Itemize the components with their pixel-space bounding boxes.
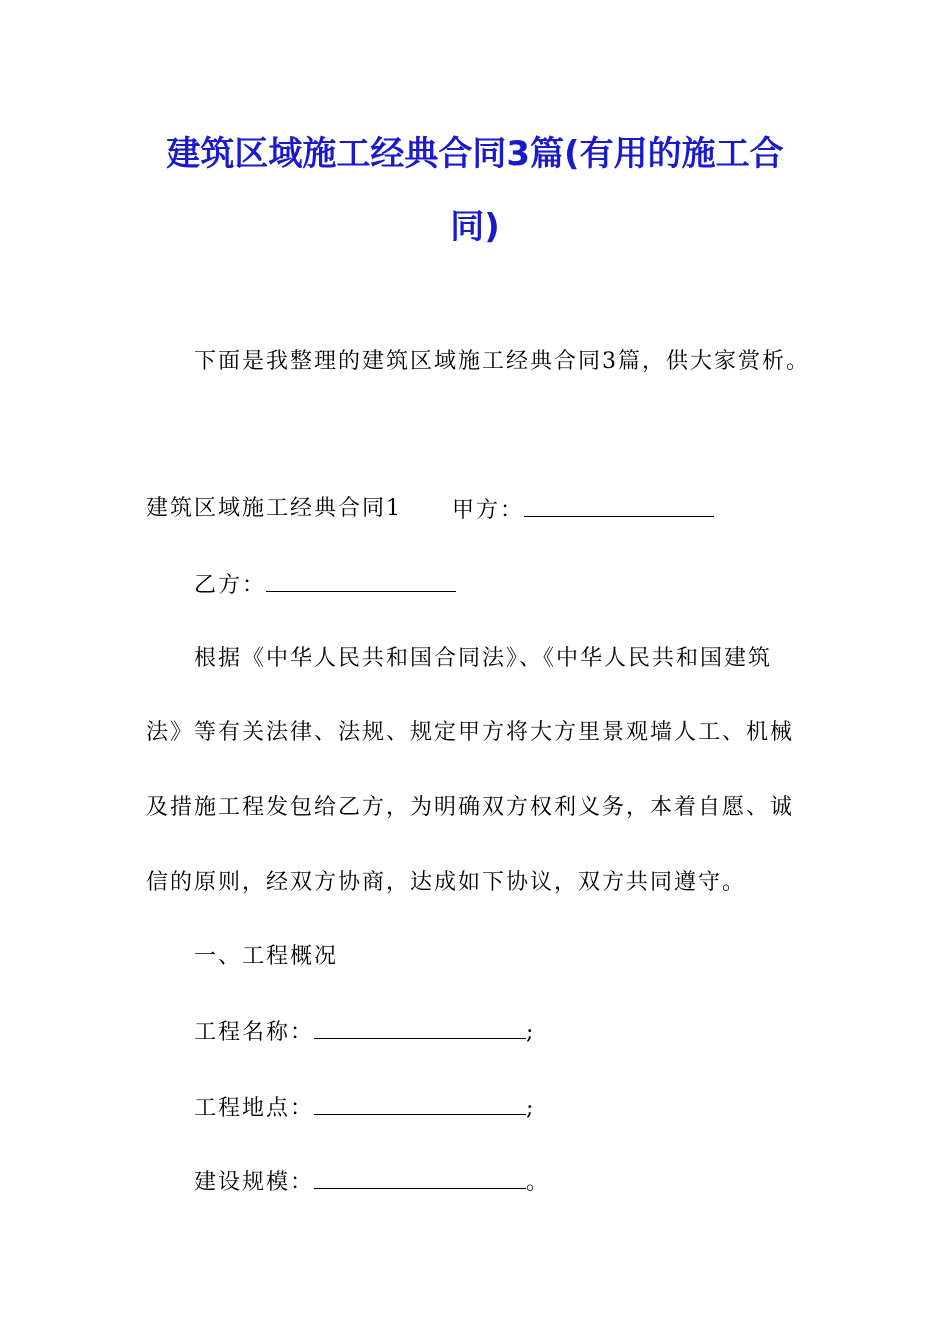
- party-a-row: [452, 494, 714, 526]
- project-location-blank: [314, 1092, 526, 1115]
- project-name-blank: [314, 1016, 526, 1039]
- project-location-end: ;: [526, 1096, 536, 1121]
- party-b-label: 乙方：: [194, 573, 267, 598]
- contract-1-heading-row: [146, 494, 402, 524]
- section-1-heading: 一、工程概况: [194, 944, 339, 969]
- project-location-label: 工程地点：: [194, 1096, 315, 1121]
- project-name-row: [194, 1016, 535, 1048]
- intro-paragraph: 下面是我整理的建筑区域施工经典合同3篇，供大家赏析。: [194, 349, 810, 374]
- basis-line-2: 法》等有关法律、法规、规定甲方将大方里景观墙人工、机械: [146, 720, 795, 745]
- party-b-blank: [266, 569, 456, 592]
- project-name-end: ;: [526, 1020, 536, 1045]
- basis-line-4: 信的原则，经双方协商，达成如下协议，双方共同遵守。: [146, 870, 747, 895]
- construction-scale-row: [194, 1166, 550, 1198]
- document-title-line-1: 建筑区域施工经典合同3篇(有用的施工合: [166, 134, 784, 174]
- construction-scale-label: 建设规模：: [194, 1170, 315, 1195]
- basis-line-3: 及措施工程发包给乙方，为明确双方权利义务，本着自愿、诚: [146, 795, 795, 820]
- construction-scale-end: 。: [526, 1170, 551, 1195]
- contract-1-heading: 建筑区域施工经典合同1: [146, 496, 402, 521]
- project-location-row: [194, 1092, 535, 1124]
- basis-line-1: 根据《中华人民共和国合同法》、《中华人民共和国建筑: [194, 646, 773, 671]
- construction-scale-blank: [314, 1166, 526, 1189]
- party-a-blank: [524, 494, 714, 517]
- document-title-line-2: 同): [450, 207, 500, 247]
- party-a-label: 甲方：: [452, 498, 525, 523]
- party-b-row: [194, 569, 456, 601]
- project-name-label: 工程名称：: [194, 1020, 315, 1045]
